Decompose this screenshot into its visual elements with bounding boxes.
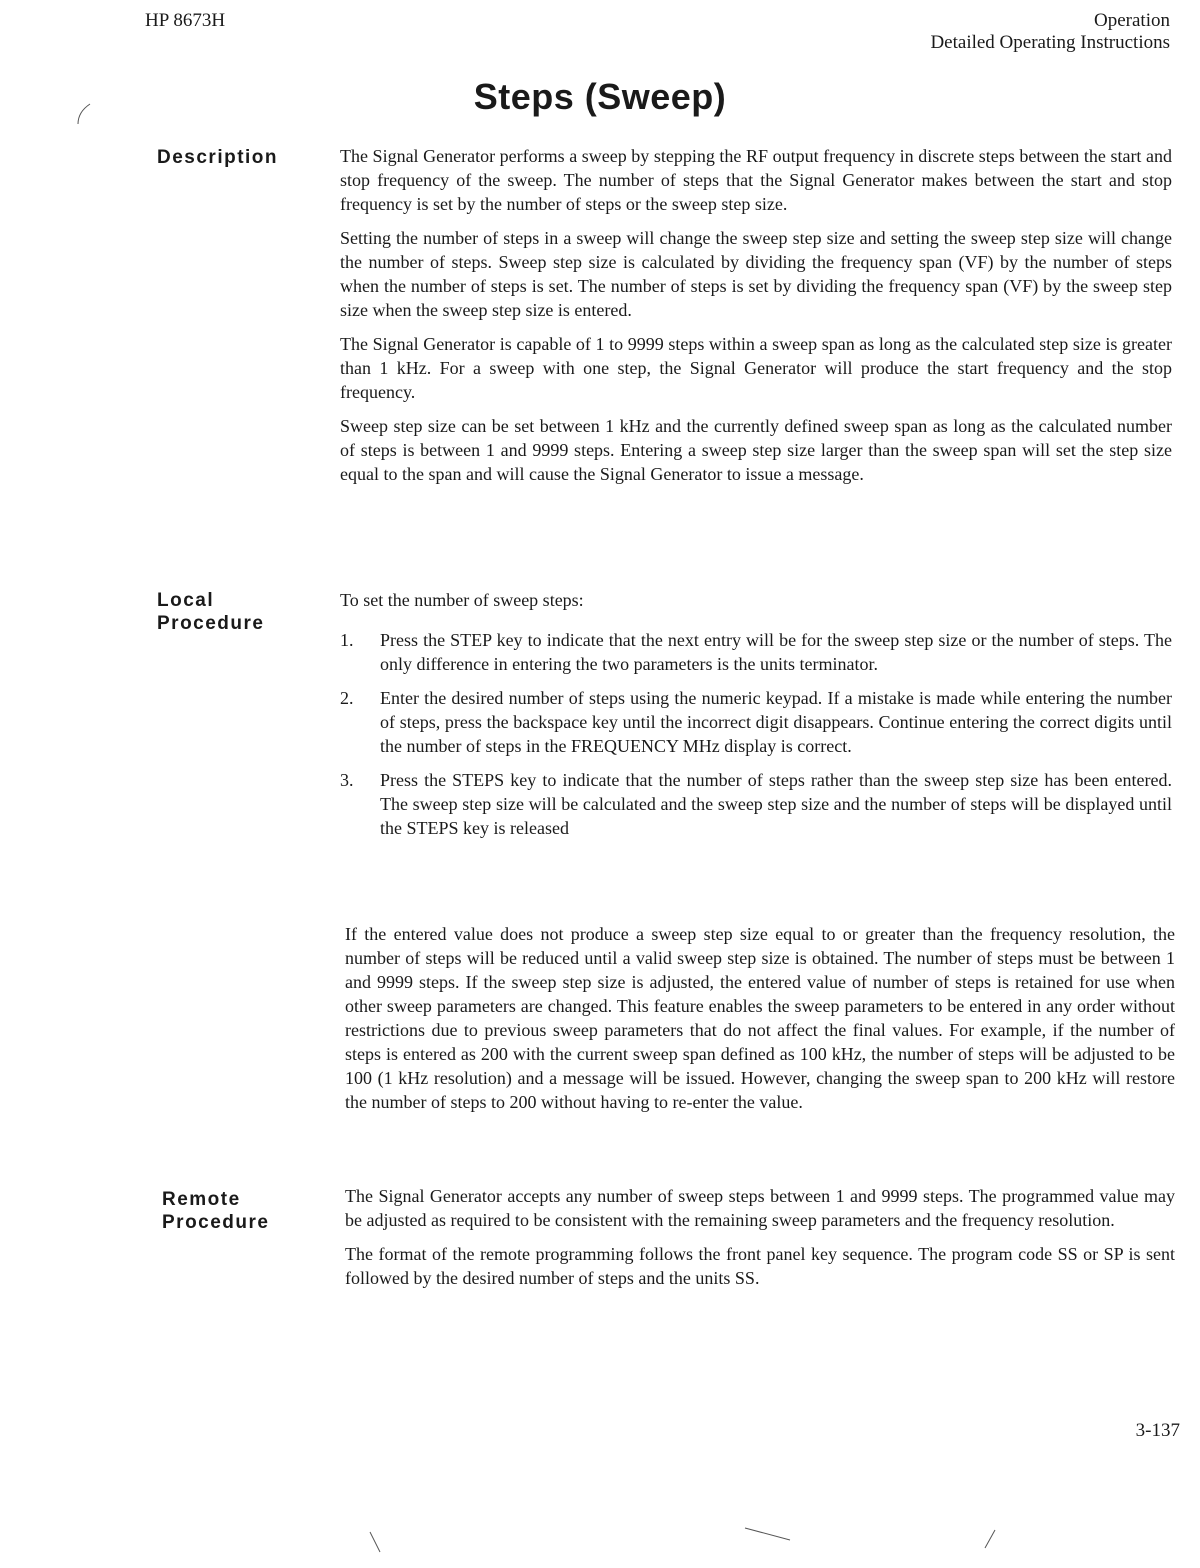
- local-intro: To set the number of sweep steps:: [340, 590, 584, 610]
- page-title: Steps (Sweep): [473, 76, 727, 117]
- local-label-line1: Local: [157, 590, 215, 611]
- scan-mark: [370, 1532, 380, 1552]
- step-text: Press the STEPS key to indicate that the number of steps rather than the sweep step size has been entered. The sweep step size will be calculated and the sweep step size and the number of steps will be displayed until the STEPS key is released: [380, 770, 1172, 838]
- step-number: 2.: [340, 688, 354, 708]
- scan-mark: [745, 1528, 790, 1540]
- description-paragraph: The Signal Generator performs a sweep by stepping the RF output frequency in discrete steps between the start and stop frequency of the sweep. The number of steps that the Signal Generator makes between the start and stop frequency is set by the number of steps or the sweep step size.: [340, 146, 1172, 214]
- description-paragraph: The Signal Generator is capable of 1 to 9999 steps within a sweep span as long as the calculated step size is greater than 1 kHz. For a sweep with one step, the Signal Generator will produce the start frequency and the stop frequency.: [340, 334, 1172, 402]
- page-number: 3-137: [1135, 1420, 1180, 1441]
- step-number: 1.: [340, 630, 354, 650]
- remote-paragraph: The format of the remote programming follows the front panel key sequence. The program code SS or SP is sent followed by the desired number of steps and the units SS.: [345, 1244, 1175, 1288]
- step-number: 3.: [340, 770, 354, 790]
- local-note-paragraph: If the entered value does not produce a sweep step size equal to or greater than the frequency resolution, the number of steps will be reduced until a valid sweep step size is obtained. The number of steps must be between 1 and 9999 steps. If the sweep step size is adjusted, the entered value of number of steps is retained for use when other sweep parameters are changed. This feature enables the sweep parameters to be entered in any order without restrictions due to previous sweep parameters that do not affect the final values. For example, if the number of steps is entered as 200 with the current sweep span defined as 100 kHz, the number of steps will be adjusted to be 100 (1 kHz resolution) and a message will be issued. However, changing the sweep span to 200 kHz will restore the number of steps to 200 without having to re-enter the value.: [345, 924, 1175, 1112]
- scan-mark: [985, 1530, 995, 1548]
- description-paragraph: Setting the number of steps in a sweep will change the sweep step size and setting the sweep step size will change the number of steps. Sweep step size is calculated by dividing the frequency span (VF) by the number of steps when the number of steps is set. The number of steps is set by dividing the frequency span (VF) by the sweep step size when the sweep step size is entered.: [340, 228, 1172, 320]
- remote-label-line1: Remote: [162, 1189, 241, 1210]
- header-subsection: Detailed Operating Instructions: [930, 32, 1170, 53]
- step-text: Press the STEP key to indicate that the next entry will be for the sweep step size or the number of steps. The only difference in entering the two parameters is the units terminator.: [380, 630, 1172, 674]
- remote-label-line2: Procedure: [162, 1212, 270, 1233]
- scan-mark: [78, 104, 90, 124]
- description-paragraph: Sweep step size can be set between 1 kHz and the currently defined sweep span as long as the calculated number of steps is between 1 and 9999 steps. Entering a sweep step size larger than the sweep span will set the step size equal to the span and will cause the Signal Generator to issue a message.: [340, 416, 1172, 484]
- header-model: HP 8673H: [145, 10, 226, 31]
- remote-paragraph: The Signal Generator accepts any number of sweep steps between 1 and 9999 steps. The programmed value may be adjusted as required to be consistent with the remaining sweep parameters and the frequency resolution.: [345, 1186, 1175, 1230]
- header-section: Operation: [1094, 10, 1170, 31]
- description-label: Description: [157, 147, 279, 168]
- step-text: Enter the desired number of steps using the numeric keypad. If a mistake is made while entering the number of steps, press the backspace key until the incorrect digit disappears. Continue entering the correct digits until the number of steps in the FREQUENCY MHz display is correct.: [380, 688, 1172, 756]
- local-label-line2: Procedure: [157, 613, 265, 634]
